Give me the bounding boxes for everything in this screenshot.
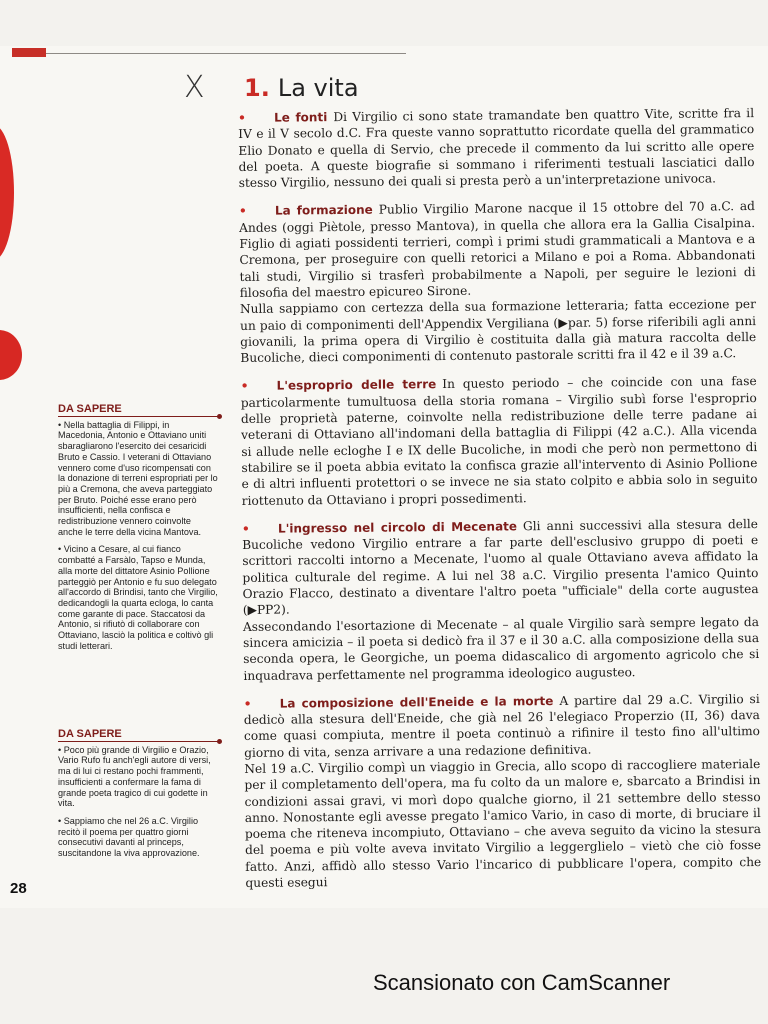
sidebar-title: DA SAPERE — [58, 729, 218, 742]
chapter-title: La vita — [277, 74, 359, 102]
section-text-continued: Nulla sappiamo con certezza della sua formazione letteraria; fatta eccezione per un paio di componimenti dell'Appendix Vergiliana (▶par. 5) forse riferibili agli anni giovanili, la prima opera di Virgilio è costituita dalla già matura raccolta delle Bucoliche, dieci componimenti di contenuto pastorale scritti fra il 42 e il 39 a.C. — [239, 297, 757, 366]
section-text: In questo periodo – che coincide con una fase particolarmente tumultuosa della storia romana – Virgilio subì forse l'esproprio delle proprietà paterne, coinvolte nella redistribuzione delle terre padane ai veterani di Ottaviano all'indomani della battaglia di Filippi (42 a.C.). Alla vicenda si allude nelle ecloghe I e IX delle Bucoliche, in modi che però non permettono di stabilire se il poeta abbia evitato la confisca grazie all'intervento di Asinio Pollione e di altri influenti protettori o se invece ne sia stato colpito e abbia solo in seguito riottenuto da Ottaviano i propri possedimenti. — [240, 374, 758, 508]
section-text: Publio Virgilio Marone nacque il 15 ottobre del 70 a.C. ad Andes (oggi Piètole, presso Mantova), in quella che allora era la Gallia Cisalpina. Figlio di agiati possidenti terrieri, compì i primi studi grammaticali a Mantova e a Cremona, per proseguire con quelli retorici a Milano e poi a Roma. Abbandonati tali studi, Virgilio si trasferì probabilmente a Napoli, per seguire le lezioni di filosofia del maestro epicureo Sirone. — [239, 199, 756, 300]
top-rule — [46, 53, 406, 54]
section-esproprio: • L'esproprio delle terre In questo periodo – che coincide con una fase particolarmente tumultuosa della storia romana – Virgilio subì forse l'esproprio delle proprietà paterne, coinvolte nella redistribuzione delle terre padane ai veterani di Ottaviano all'indomani della battaglia di Filippi (42 a.C.). Alla vicenda si allude nelle ecloghe I e IX delle Bucoliche, in modi che però non permettono di stabilire se il poeta abbia evitato la confisca grazie all'intervento di Asinio Pollione e di altri influenti protettori o se invece ne sia stato colpito e abbia solo in seguito riottenuto da Ottaviano i propri possedimenti. — [240, 374, 758, 508]
chapter-heading — [244, 74, 359, 102]
sidebar-item: • Vicino a Cesare, al cui fianco combatté a Farsàlo, Tapso e Munda, alla morte del dittatore Asinio Pollione parteggiò per Antonio e fu suo delegato all'accordo di Brindisi, tanto che Virgilio, dedicandogli la quarta ecloga, lo canta come garante di pace. Staccatosi da Antonio, si rifiutò di collaborare con Ottaviano, lasciò la politica e coltivò gli studi letterari. — [58, 544, 218, 651]
section-text-continued: Assecondando l'esortazione di Mecenate – al quale Virgilio sarà sempre legato da sincera amicizia – il poeta si dedicò fra il 37 e il 30 a.C. alla composizione della sua seconda opera, le Georgiche, un poema didascalico di argomento agricolo che si inquadrava perfettamente nel programma ideologico augusteo. — [242, 614, 760, 683]
section-text: A partire dal 29 a.C. Virgilio si dedicò alla stesura dell'Eneide, che già nel 26 l'elegiaco Properzio (II, 36) dava come quasi compiuta, mentre il poeta continuò a rifinire il testo fino all'ultimo giorno di vita, senza arrivare a una redazione definitiva. — [243, 691, 761, 760]
scanner-watermark: Scansionato con CamScanner — [373, 970, 671, 995]
section-la-formazione: • La formazione Publio Virgilio Marone nacque il 15 ottobre del 70 a.C. ad Andes (oggi Piètole, presso Mantova), in quella che allora era la Gallia Cisalpina. Figlio di agiati possidenti terrieri, compì i primi studi grammaticali a Mantova e a Cremona, per proseguire con quelli retorici a Milano e poi a Roma. Abbandonati tali studi, Virgilio si trasferì probabilmente a Napoli, per seguire le lezioni di filosofia del maestro epicureo Sirone. Nulla sappiamo con certezza della sua formazione letteraria; fatta eccezione per un paio di componimenti dell'Appendix Vergiliana (▶par. 5) forse riferibili agli anni giovanili, la prima opera di Virgilio è costituita dalla già matura raccolta delle Bucoliche, dieci componimenti di contenuto pastorale scritti fra il 42 e il 39 a.C. — [238, 199, 757, 366]
section-text: Gli anni successivi alla stesura delle Bucoliche vedono Virgilio entrare a far parte dell'esclusivo gruppo di poeti e scrittori raccolti intorno a Mecenate, l'uomo al quale Ottaviano aveva affidato la politica culturale del regime. A lui nel 38 a.C. Virgilio presenta l'amico Quinto Orazio Flacco, destinato a diventare l'altro poeta "ufficiale" della corte augustea (▶PP2). — [242, 516, 759, 618]
sidebar-box-vario — [58, 729, 218, 866]
handwritten-x-mark: X — [184, 70, 205, 105]
chapter-number: 1. — [244, 74, 270, 102]
red-corner-tab — [12, 48, 46, 57]
sidebar-item: • Nella battaglia di Filippi, in Macedonia, Antonio e Ottaviano uniti sbaragliarono l'esercito dei cesaricidi Bruto e Cassio. I veterani di Ottaviano vennero come d'uso ricompensati con la donazione di terreni espropriati per lo più a Cremona, che aveva parteggiato per Bruto. Poiché esse erano però insufficienti, nella confisca e redistribuzione vennero coinvolte anche le terre della vicina Mantova. — [58, 419, 218, 537]
section-keyword: L'esproprio delle terre — [276, 377, 437, 394]
page-number: 28 — [10, 880, 27, 897]
main-text-column — [238, 105, 762, 903]
sidebar-item: • Sappiamo che nel 26 a.C. Virgilio recitò il poema per quattro giorni consecutivi davanti al princeps, suscitandone la viva approvazione. — [58, 815, 200, 859]
section-mecenate: • L'ingresso nel circolo di Mecenate Gli anni successivi alla stesura delle Bucoliche vedono Virgilio entrare a far parte dell'esclusivo gruppo di poeti e scrittori raccolti intorno a Mecenate, l'uomo al quale Ottaviano aveva affidato la politica culturale del regime. A lui nel 38 a.C. Virgilio presenta l'amico Quinto Orazio Flacco, destinato a diventare l'altro poeta "ufficiale" della corte augustea (▶PP2). Assecondando l'esortazione di Mecenate – al quale Virgilio sarà sempre legato da sincera amicizia – il poeta si dedicò fra il 37 e il 30 a.C. alla composizione della sua seconda opera, le Georgiche, un poema didascalico di argomento agricolo che si inquadrava perfettamente nel programma ideologico augusteo. — [241, 516, 760, 683]
section-keyword: La composizione dell'Eneide e la morte — [279, 693, 554, 711]
section-keyword: L'ingresso nel circolo di Mecenate — [277, 519, 518, 536]
section-le-fonti: • Le fonti Di Virgilio ci sono state tramandate ben quattro Vite, scritte fra il IV e il V secolo d.C. Fra queste vanno soprattutto ricordate quella del grammatico Elio Donato e quella di Servio, che precede il commento da lui scritto alle opere del poeta. A queste biografie si sommano i riferimenti testuali lasciatici dallo stesso Virgilio, nessuno dei quali si presta però a un'interpretazione univoca. — [238, 106, 755, 191]
section-eneide: • La composizione dell'Eneide e la morte A partire dal 29 a.C. Virgilio si dedicò alla stesura dell'Eneide, che già nel 26 l'elegiaco Properzio (II, 36) dava come quasi compiuta, mentre il poeta continuò a rifinire il testo fino all'ultimo giorno di vita, senza arrivare a una redazione definitiva. Nel 19 a.C. Virgilio compì un viaggio in Grecia, allo scopo di raccogliere materiale per il completamento dell'opera, ma fu colto da un malore e, sbarcato a Brindisi in condizioni assai gravi, vi morì dopo qualche giorno, il 21 settembre dello stesso anno. Nonostante egli avesse pregato l'amico Vario, in caso di morte, di bruciare il poema che riteneva incompiuto, Ottaviano – che aveva seguito da vicino la stesura del poema e più volte aveva invitato Virgilio a leggerglielo – vietò che ciò fosse fatto. Anzi, affidò allo stesso Vario l'incarico di pubblicare l'opera, compito che questi esegui — [243, 691, 762, 891]
section-text-continued: Nel 19 a.C. Virgilio compì un viaggio in Grecia, allo scopo di raccogliere materiale per il completamento dell'opera, ma fu colto da un malore e, sbarcato a Brindisi in condizioni assai gravi, vi morì dopo qualche giorno, il 21 settembre dello stesso anno. Nonostante egli avesse pregato l'amico Vario, in caso di morte, di bruciare il poema che riteneva incompiuto, Ottaviano – che aveva seguito da vicino la stesura del poema e più volte aveva invitato Virgilio a leggerglielo – vietò che ciò fosse fatto. Anzi, affidò allo stesso Vario l'incarico di pubblicare l'opera, compito che questi esegui — [244, 757, 762, 891]
section-keyword: La formazione — [274, 203, 373, 219]
sidebar-item: • Poco più grande di Virgilio e Orazio, Vario Rufo fu anch'egli autore di versi, ma di lui ci restano pochi frammenti, insufficienti a confermare la fama di grande poeta tragico di cui godette in vita. — [58, 744, 211, 809]
section-keyword: Le fonti — [274, 110, 328, 125]
sidebar-title: DA SAPERE — [58, 404, 218, 417]
sidebar-box-filippi — [58, 404, 218, 658]
section-text: Di Virgilio ci sono state tramandate ben quattro Vite, scritte fra il IV e il V secolo d.C. Fra queste vanno soprattutto ricordate quella del grammatico Elio Donato e quella di Servio, che precede il commento da lui scritto alle opere del poeta. A queste biografie si sommano i riferimenti testuali lasciatici dallo stesso Virgilio, nessuno dei quali si presta però a un'interpretazione univoca. — [238, 106, 755, 191]
